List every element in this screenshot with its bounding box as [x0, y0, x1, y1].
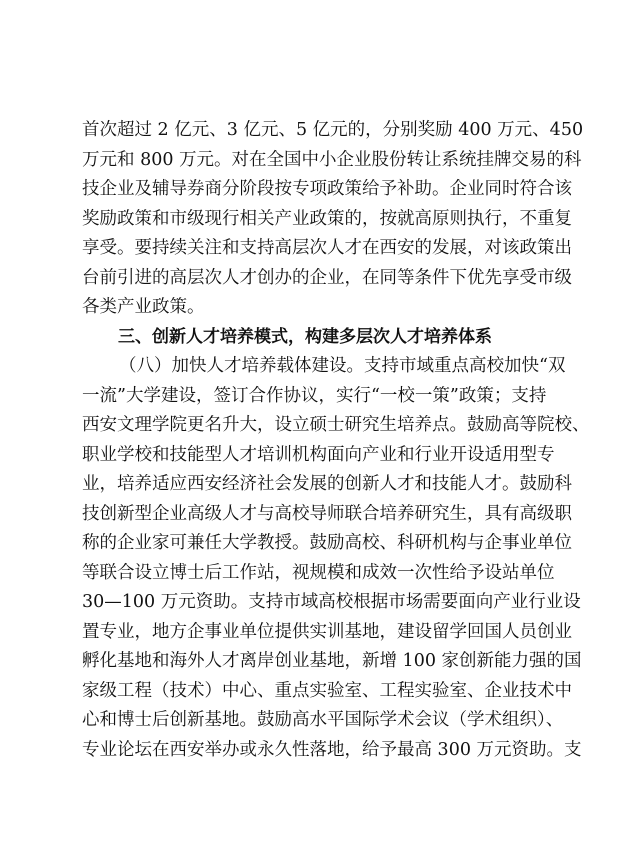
- text-line: 业，培养适应西安经济社会发展的创新人才和技能人才。鼓励科: [82, 474, 572, 494]
- text-line: 技创新型企业高级人才与高校导师联合培养研究生，具有高级职: [82, 503, 572, 524]
- text-line: 称的企业家可兼任大学教授。鼓励高校、科研机构与企事业单位: [82, 533, 572, 553]
- text-line: 心和博士后创新基地。鼓励高水平国际学术会议（学术组织）、: [82, 710, 564, 730]
- text-line: 西安文理学院更名升大，设立硕士研究生培养点。鼓励高等院校、: [82, 415, 590, 435]
- text-line: 技企业及辅导券商分阶段按专项政策给予补助。企业同时符合该: [82, 179, 572, 199]
- text-line: 奖励政策和市级现行相关产业政策的，按就高原则执行，不重复: [82, 208, 572, 229]
- text-line: 台前引进的高层次人才创办的企业，在同等条件下优先享受市级: [82, 267, 572, 288]
- text-line: 万元和 800 万元。对在全国中小企业股份转让系统挂牌交易的科: [82, 149, 582, 170]
- text-line: 首次超过 2 亿元、3 亿元、5 亿元的，分别奖励 400 万元、450: [82, 120, 584, 140]
- text-line: 一流”大学建设，签订合作协议，实行“一校一策”政策；支持: [82, 385, 547, 406]
- text-line: 置专业，地方企事业单位提供实训基地，建设留学回国人员创业: [82, 621, 572, 642]
- text-line: 等联合设立博士后工作站，视规模和成效一次性给予设站单位: [82, 562, 555, 583]
- text-line: 家级工程（技术）中心、重点实验室、工程实验室、企业技术中: [82, 680, 572, 701]
- text-line: 各类产业政策。: [82, 297, 205, 317]
- text-line: 享受。要持续关注和支持高层次人才在西安的发展，对该政策出: [82, 238, 572, 258]
- text-line: 职业学校和技能型人才培训机构面向产业和行业开设适用型专: [82, 444, 555, 465]
- text-line: 30—100 万元资助。支持市域高校根据市场需要面向产业行业设: [82, 592, 581, 612]
- body-text: [82, 116, 590, 765]
- section-heading: 三、创新人才培养模式，构建多层次人才培养体系: [118, 326, 492, 347]
- text-line: 孵化基地和海外人才离岸创业基地，新增 100 家创新能力强的国: [82, 651, 582, 671]
- paragraph-start-line: （八）加快人才培养载体建设。支持市域重点高校加快“双: [119, 356, 566, 376]
- text-line: 专业论坛在西安举办或永久性落地，给予最高 300 万元资助。支: [82, 739, 582, 760]
